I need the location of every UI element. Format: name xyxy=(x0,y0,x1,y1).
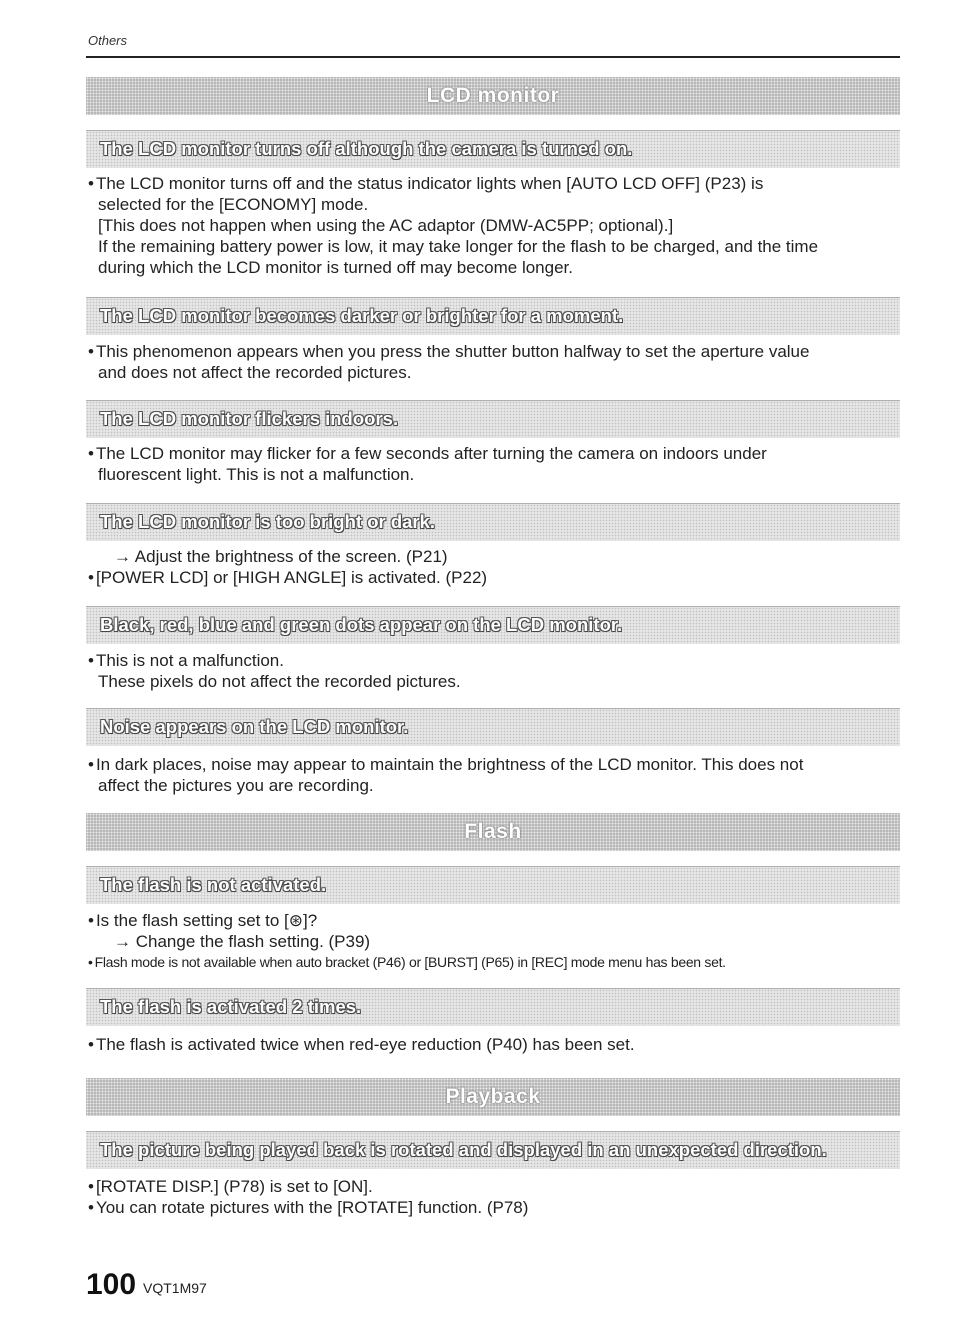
text-line: • Is the flash setting set to [⊛]? xyxy=(88,910,900,931)
text-line: and does not affect the recorded pictures. xyxy=(98,363,412,382)
section-label: Others xyxy=(88,33,128,48)
text-line: • Flash mode is not available when auto bracket (P46) or [BURST] (P65) in [REC] mode menu has been set. xyxy=(88,952,900,973)
text-line: → Change the flash setting. (P39) xyxy=(114,932,371,951)
answer-colored-dots xyxy=(88,650,900,692)
text-line: affect the pictures you are recording. xyxy=(98,776,374,795)
page-number: 100 xyxy=(86,1268,137,1301)
model-code: VQT1M97 xyxy=(143,1280,207,1296)
question-flash-twice: The flash is activated 2 times. xyxy=(86,988,900,1026)
text-line: during which the LCD monitor is turned off may become longer. xyxy=(98,258,573,277)
text-line: → Adjust the brightness of the screen. (P21) xyxy=(114,547,448,566)
text-line: • This phenomenon appears when you press the shutter button halfway to set the aperture value xyxy=(88,341,900,362)
answer-lcd-darker-brighter xyxy=(88,341,900,383)
answer-picture-rotated xyxy=(88,1176,900,1218)
question-lcd-turns-off: The LCD monitor turns off although the camera is turned on. xyxy=(86,130,900,168)
section-heading-flash: Flash xyxy=(86,813,900,851)
answer-flash-twice xyxy=(88,1034,900,1055)
text-line: • The LCD monitor turns off and the status indicator lights when [AUTO LCD OFF] (P23) is xyxy=(88,173,900,194)
question-colored-dots: Black, red, blue and green dots appear on the LCD monitor. xyxy=(86,606,900,644)
top-divider xyxy=(86,56,900,58)
answer-lcd-bright-dark xyxy=(88,546,900,588)
question-flash-not-activated: The flash is not activated. xyxy=(86,866,900,904)
text-line: • You can rotate pictures with the [ROTATE] function. (P78) xyxy=(88,1197,900,1218)
answer-flash-not-activated xyxy=(88,910,900,973)
answer-lcd-turns-off xyxy=(88,173,900,278)
question-lcd-flickers: The LCD monitor flickers indoors. xyxy=(86,400,900,438)
section-heading-playback: Playback xyxy=(86,1078,900,1116)
text-line: • [POWER LCD] or [HIGH ANGLE] is activated. (P22) xyxy=(88,567,900,588)
question-noise: Noise appears on the LCD monitor. xyxy=(86,708,900,746)
text-line: These pixels do not affect the recorded pictures. xyxy=(98,672,461,691)
question-picture-rotated: The picture being played back is rotated and displayed in an unexpected direction. xyxy=(86,1131,900,1169)
answer-lcd-flickers xyxy=(88,443,900,485)
question-lcd-bright-dark: The LCD monitor is too bright or dark. xyxy=(86,503,900,541)
text-line: If the remaining battery power is low, it may take longer for the flash to be charged, and the time xyxy=(98,237,819,256)
text-line: • The flash is activated twice when red-eye reduction (P40) has been set. xyxy=(88,1034,900,1055)
text-line: • [ROTATE DISP.] (P78) is set to [ON]. xyxy=(88,1176,900,1197)
question-lcd-darker-brighter: The LCD monitor becomes darker or brighter for a moment. xyxy=(86,297,900,335)
answer-noise xyxy=(88,754,900,796)
section-heading-lcd-monitor: LCD monitor xyxy=(86,77,900,115)
text-line: • The LCD monitor may flicker for a few seconds after turning the camera on indoors under xyxy=(88,443,900,464)
text-line: selected for the [ECONOMY] mode. xyxy=(98,195,369,214)
text-line: [This does not happen when using the AC adaptor (DMW-AC5PP; optional).] xyxy=(98,216,674,235)
text-line: • In dark places, noise may appear to maintain the brightness of the LCD monitor. This does not xyxy=(88,754,900,775)
text-line: • This is not a malfunction. xyxy=(88,650,900,671)
text-line: fluorescent light. This is not a malfunction. xyxy=(98,465,415,484)
